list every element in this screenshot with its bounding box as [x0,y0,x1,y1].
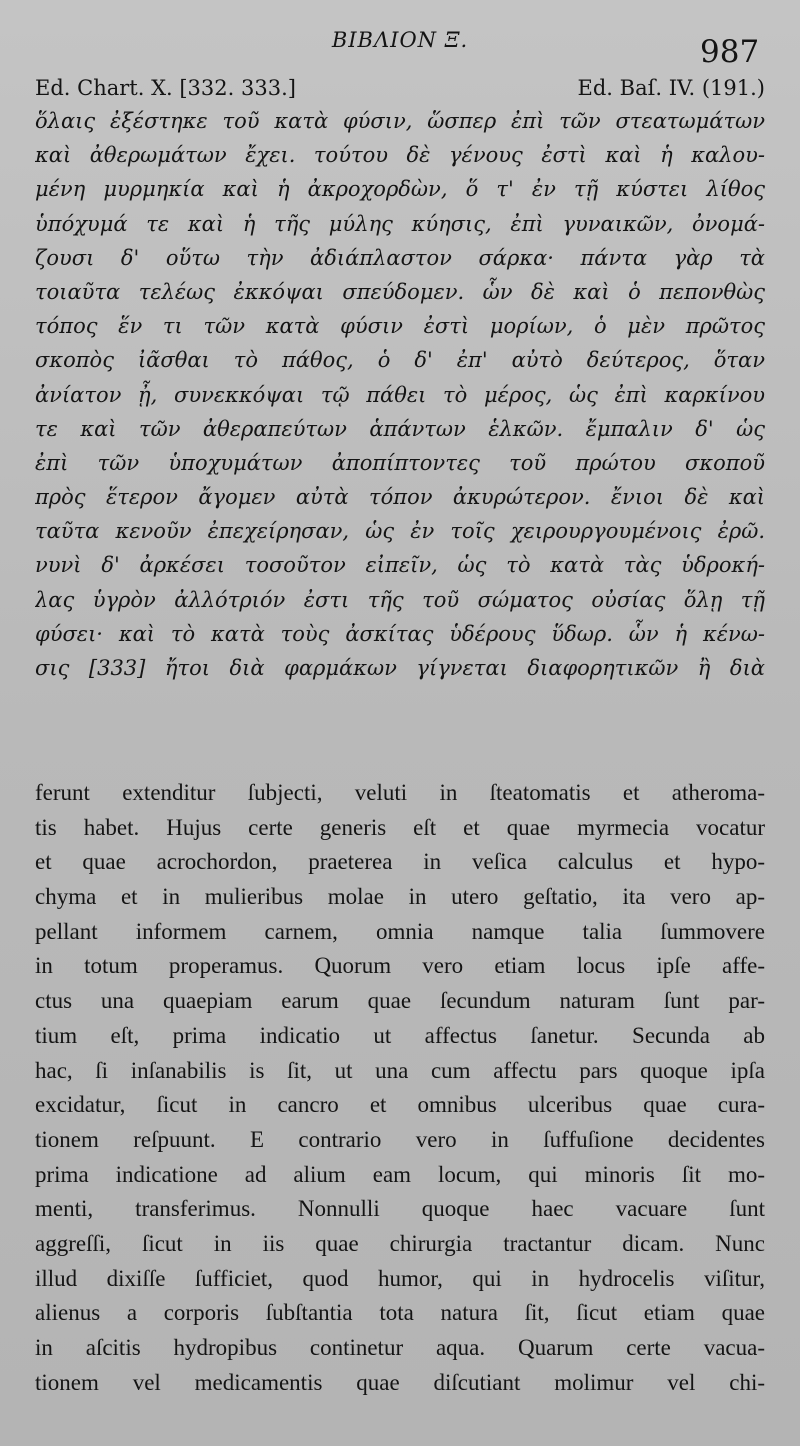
greek-text-line: ὅλαις ἐξέστηκε τοῦ κατὰ φύσιν, ὥσπερ ἐπὶ τῶν στεατωμάτων [35,109,765,133]
latin-text-block [35,776,765,1400]
greek-text-line: τε καὶ τῶν ἀθεραπεύτων ἁπάντων ἑλκῶν. ἔμπαλιν δ' ὡς [35,416,765,441]
latin-text-line: tis habet. Hujus certe generis eſt et quae myrmecia vocatur [35,814,765,840]
edition-chart-reference: Ed. Chart. X. [332. 333.] [35,76,296,100]
latin-text-line: chyma et in mulieribus molae in utero geſtatio, ita vero ap- [35,884,765,910]
latin-text-line: excidatur, ſicut in cancro et omnibus ulceribus quae cura- [35,1092,765,1118]
greek-text-line: σκοπὸς ἰᾶσθαι τὸ πάθος, ὁ δ' ἐπ' αὐτὸ δεύτερος, ὅταν [35,348,765,373]
latin-text-line: tionem vel medicamentis quae diſcutiant molimur vel chi- [35,1369,765,1395]
greek-text-line: σις [333] ἤτοι διὰ φαρμάκων γίγνεται διαφορητικῶν ἢ διὰ [35,656,765,680]
greek-text-line: καὶ ἀθερωμάτων ἔχει. τούτου δὲ γένους ἐστὶ καὶ ἡ καλου- [35,143,765,168]
running-head-title: BIBΛΙΟΝ Ξ. [331,28,469,52]
latin-text-line: illud dixiſſe ſufficiet, quod humor, qui in hydrocelis viſitur, [35,1265,765,1291]
edition-reference-line [35,76,765,100]
latin-text-line: aggreſſi, ſicut in iis quae chirurgia tractantur dicam. Nunc [35,1230,765,1256]
latin-text-line: tium eſt, prima indicatio ut affectus ſanetur. Secunda ab [35,1022,765,1048]
latin-text-line: in aſcitis hydropibus continetur aqua. Quarum certe vacua- [35,1335,765,1360]
edition-basel-reference: Ed. Baſ. IV. (191.) [577,76,765,100]
latin-text-line: in totum properamus. Quorum vero etiam locus ipſe affe- [35,953,765,979]
greek-text-line: ἀνίατον ᾖ, συνεκκόψαι τῷ πάθει τὸ μέρος, ὡς ἐπὶ καρκίνου [35,382,765,407]
greek-text-block [35,104,765,685]
greek-text-line: ζουσι δ' οὕτω τὴν ἀδιάπλαστον σάρκα· πάντα γὰρ τὰ [35,245,765,270]
greek-text-line: φύσει· καὶ τὸ κατὰ τοὺς ἀσκίτας ὑδέρους ὕδωρ. ὧν ἡ κένω- [35,621,765,646]
greek-text-line: τοιαῦτα τελέως ἐκκόψαι σπεύδομεν. ὧν δὲ καὶ ὁ πεπονθὼς [35,279,765,304]
page-number: 987 [700,34,760,70]
greek-text-line: μένη μυρμηκία καὶ ἡ ἀκροχορδὼν, ὅ τ' ἐν τῇ κύστει λίθος [35,177,765,202]
latin-text-line: hac, ſi inſanabilis is ſit, ut una cum affectu pars quoque ipſa [35,1057,765,1083]
latin-text-line: ctus una quaepiam earum quae ſecundum naturam ſunt par- [35,988,765,1014]
greek-text-line: πρὸς ἕτερον ἄγομεν αὐτὰ τόπον ἀκυρώτερον. ἔνιοι δὲ καὶ [35,485,765,510]
greek-text-line: νυνὶ δ' ἀρκέσει τοσοῦτον εἰπεῖν, ὡς τὸ κατὰ τὰς ὑδροκή- [35,553,765,578]
latin-text-line: ferunt extenditur ſubjecti, veluti in ſteatomatis et atheroma- [35,780,765,805]
latin-text-line: menti, transferimus. Nonnulli quoque haec vacuare ſunt [35,1196,765,1222]
latin-text-line: prima indicatione ad alium eam locum, qui minoris ſit mo- [35,1161,765,1187]
latin-text-line: tionem reſpuunt. E contrario vero in ſuffuſione decidentes [35,1126,765,1152]
greek-text-line: ἐπὶ τῶν ὑποχυμάτων ἀποπίπτοντες τοῦ πρώτου σκοποῦ [35,450,765,475]
greek-text-line: ταῦτα κενοῦν ἐπεχείρησαν, ὡς ἐν τοῖς χειρουργουμένοις ἐρῶ. [35,519,765,544]
latin-text-line: alienus a corporis ſubſtantia tota natura ſit, ſicut etiam quae [35,1300,765,1326]
latin-text-line: et quae acrochordon, praeterea in veſica calculus et hypo- [35,849,765,875]
greek-text-line: ὑπόχυμά τε καὶ ἡ τῆς μύλης κύησις, ἐπὶ γυναικῶν, ὀνομά- [35,211,765,236]
greek-text-line: λας ὑγρὸν ἀλλότριόν ἐστι τῆς τοῦ σώματος οὐσίας ὅλῃ τῇ [35,587,765,612]
greek-text-line: τόπος ἕν τι τῶν κατὰ φύσιν ἐστὶ μορίων, ὁ μὲν πρῶτος [35,314,765,339]
latin-text-line: pellant informem carnem, omnia namque talia ſummovere [35,918,765,944]
